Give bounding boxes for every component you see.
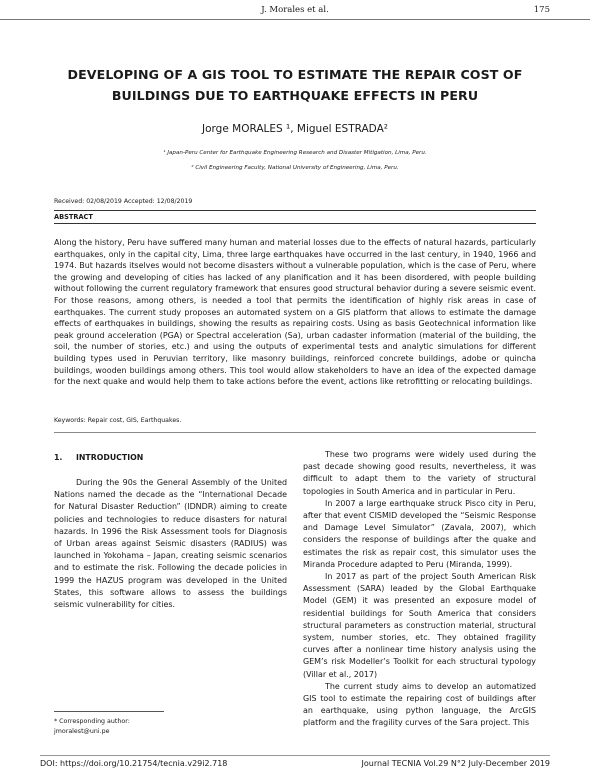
author-list: Jorge MORALES ¹, Miguel ESTRADA² — [202, 123, 388, 135]
abstract-heading: ABSTRACT — [54, 213, 93, 221]
right-column — [303, 449, 536, 730]
paper-title: DEVELOPING OF A GIS TOOL TO ESTIMATE THE REPAIR COST OF BUILDINGS DUE TO EARTHQUAKE EFFECTS IN PERU — [67, 67, 523, 103]
abstract-text: Along the history, Peru have suffered many human and material losses due to the effects of natural hazards, particularly earthquakes, only in the capital city, Lima, three large earthquakes have occurred in the last century, in 1940, 1966 and 1974. But hazards itselves would not become disasters without a vulnerable population, which is the case of Peru, where the growing and developing of cities has lacked of any planification and it has been disordered, with people building without following the current regulatory framework that ensures good structural behavior during a severe seismic event. For those reasons, among others, is needed a tool that permits the identification of highly risk areas in case of earthquakes. The current study proposes an automated system on a GIS platform that allows to estimate the damage effects of earthquakes in buildings, showing the results as repairing costs. Using as basis Geotechnical information like peak ground acceleration (PGA) or Spectral acceleration (Sa), urban cadaster information (material of the building, the soil, the number of stories, etc.) and using the outputs of experimental tests and analytic simulations for different building types used in Peruvian territory, like masonry buildings, reinforced concrete buildings, adobe or quincha buildings, wooden buildings among others. This tool would allow stakeholders to have an idea of the expected damage for the next quake and would help them to take actions before the event, actions like retrofitting or relocating buildings. — [54, 238, 536, 387]
paragraph: In 2017 as part of the project South American Risk Assessment (SARA) leaded by the Global Earthquake Model (GEM) it was presented an exposure model of residential buildings for South America that considers structural parameters as construction material, structural system, number stories, etc. They obtained fragility curves after a nonlinear time history analysis using the GEM’s risk Modeller’s Toolkit for each structural typology (Villar et al., 2017) — [303, 572, 536, 679]
footer-journal: Journal TECNIA Vol.29 N°2 July-December 2019 — [361, 759, 550, 768]
keywords: Keywords: Repair cost, GIS, Earthquakes. — [54, 417, 182, 424]
left-column — [54, 477, 287, 611]
running-header-author: J. Morales et al. — [261, 5, 329, 15]
received-dates: Received: 02/08/2019 Accepted: 12/08/2019 — [54, 198, 193, 205]
paragraph: During the 90s the General Assembly of the United Nations named the decade as the “International Decade for Natural Disaster Reduction” (IDNDR) aiming to create policies and technologies to reduce disasters for natural hazards. In 1996 the Risk Assessment tools for Diagnosis of Urban areas against Seismic disasters (RADIUS) was launched in Yokohama – Japan, creating seismic scenarios and to estimate the risk. Following the decade policies in 1999 the HAZUS program was developed in the United States, this software allows to assess the buildings seismic vulnerability for cities. — [54, 478, 287, 610]
footer-doi: DOI: https://doi.org/10.21754/tecnia.v29i2.718 — [40, 759, 228, 768]
paragraph: These two programs were widely used during the past decade showing good results, nevertheless, it was difficult to adapt them to the variety of structural topologies in South America and in particular in Peru. — [303, 450, 536, 496]
page-number: 175 — [533, 5, 550, 15]
footnote-email: jmoralest@uni.pe — [54, 728, 110, 735]
header-divider — [0, 19, 590, 20]
footer-divider — [40, 755, 550, 756]
footnote-divider — [54, 711, 164, 712]
affiliation-1: ¹ Japan-Peru Center for Earthquake Engineering Research and Disaster Mitigation, Lima, Peru. — [163, 150, 427, 156]
affiliation-2: ² Civil Engineering Faculty, National University of Engineering, Lima, Peru. — [191, 165, 399, 171]
paragraph: In 2007 a large earthquake struck Pisco city in Peru, after that event CISMID developed the “Seismic Response and Damage Level Simulator” (Zavala, 2007), which considers the response of buildings after the quake and estimates the risk as repair cost, this simulator uses the Miranda Procedure adapted to Peru (Miranda, 1999). — [303, 498, 536, 569]
paragraph: The current study aims to develop an automatized GIS tool to estimate the repairing cost of buildings after an earthquake, using python language, the ArcGIS platform and the fragility curves of the Sara project. This — [303, 681, 536, 728]
abstract-rule-bottom — [54, 223, 536, 224]
footnote-label: * Corresponding author: — [54, 718, 130, 725]
section-number: 1. — [54, 453, 63, 462]
keywords-divider — [54, 432, 536, 433]
section-title: INTRODUCTION — [76, 453, 144, 462]
abstract-rule-top — [54, 210, 536, 211]
